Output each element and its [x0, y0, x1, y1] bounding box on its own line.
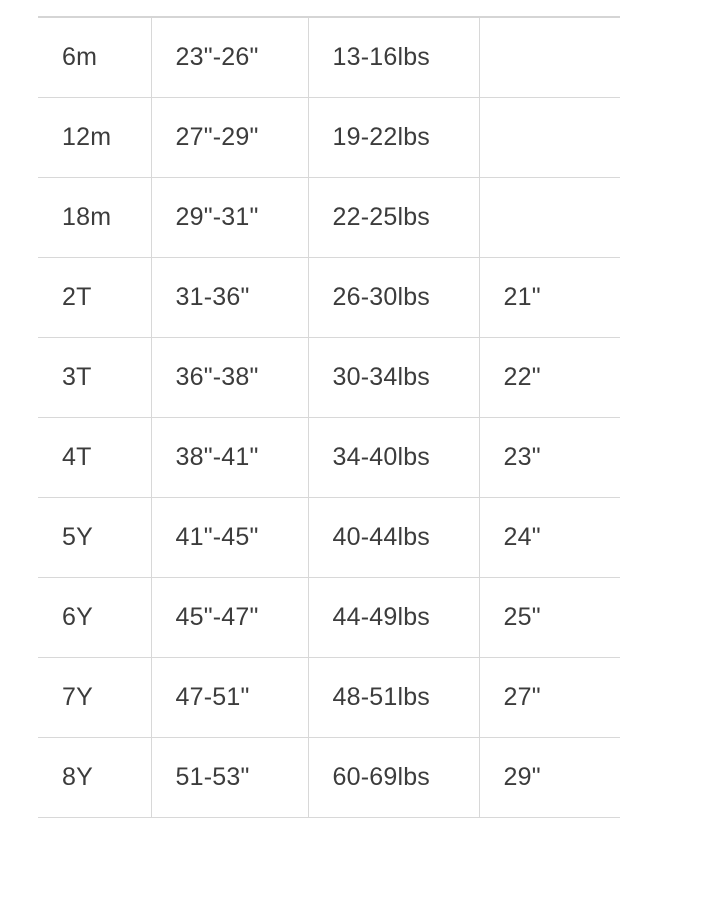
cell-size: 3T [38, 337, 151, 417]
cell-height: 29"-31" [151, 177, 308, 257]
cell-size: 5Y [38, 497, 151, 577]
cell-size: 4T [38, 417, 151, 497]
cell-waist: 21" [479, 257, 620, 337]
cell-weight: 48-51lbs [308, 657, 479, 737]
cell-height: 36"-38" [151, 337, 308, 417]
table-row [38, 97, 620, 177]
cell-size: 6m [38, 17, 151, 97]
table-row [38, 657, 620, 737]
cell-waist: 23" [479, 417, 620, 497]
table-row [38, 17, 620, 97]
cell-waist: 25" [479, 577, 620, 657]
cell-weight: 26-30lbs [308, 257, 479, 337]
cell-size: 6Y [38, 577, 151, 657]
cell-weight: 13-16lbs [308, 17, 479, 97]
cell-size: 2T [38, 257, 151, 337]
table-row [38, 177, 620, 257]
cell-size: 8Y [38, 737, 151, 817]
cell-weight: 34-40lbs [308, 417, 479, 497]
table-row [38, 497, 620, 577]
cell-height: 27"-29" [151, 97, 308, 177]
cell-size: 18m [38, 177, 151, 257]
cell-weight: 19-22lbs [308, 97, 479, 177]
cell-height: 23"-26" [151, 17, 308, 97]
cell-waist: 27" [479, 657, 620, 737]
cell-height: 51-53" [151, 737, 308, 817]
cell-waist: 22" [479, 337, 620, 417]
cell-size: 7Y [38, 657, 151, 737]
cell-weight: 40-44lbs [308, 497, 479, 577]
cell-size: 12m [38, 97, 151, 177]
cell-waist [479, 97, 620, 177]
cell-waist [479, 177, 620, 257]
cell-weight: 44-49lbs [308, 577, 479, 657]
cell-height: 38"-41" [151, 417, 308, 497]
table-row [38, 417, 620, 497]
size-chart-table [38, 16, 620, 818]
cell-height: 47-51" [151, 657, 308, 737]
cell-height: 31-36" [151, 257, 308, 337]
table-row [38, 257, 620, 337]
table-row [38, 737, 620, 817]
cell-waist: 29" [479, 737, 620, 817]
size-chart-page [0, 16, 722, 898]
cell-weight: 22-25lbs [308, 177, 479, 257]
size-chart-body [38, 17, 620, 817]
cell-waist [479, 17, 620, 97]
cell-weight: 60-69lbs [308, 737, 479, 817]
table-row [38, 577, 620, 657]
cell-waist: 24" [479, 497, 620, 577]
cell-height: 45"-47" [151, 577, 308, 657]
table-row [38, 337, 620, 417]
cell-weight: 30-34lbs [308, 337, 479, 417]
cell-height: 41"-45" [151, 497, 308, 577]
